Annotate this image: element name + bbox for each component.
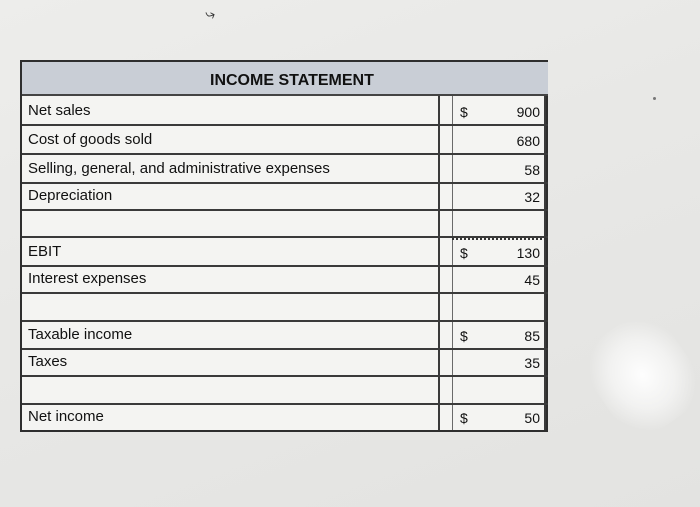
amount-net-income: 50 <box>524 410 540 426</box>
row-net-income <box>22 405 548 430</box>
amount-net-sales: 900 <box>516 104 540 120</box>
table-header <box>22 62 548 96</box>
statement-title: INCOME STATEMENT <box>210 72 374 89</box>
currency-symbol: $ <box>460 328 468 344</box>
row-taxes <box>22 350 548 377</box>
speck <box>653 97 656 100</box>
label-cost-of-goods-sold: Cost of goods sold <box>28 131 153 148</box>
row-sga-expenses <box>22 155 548 184</box>
label-ebit: EBIT <box>28 243 62 260</box>
row-taxable-income <box>22 322 548 350</box>
row-net-sales <box>22 96 548 126</box>
label-net-income: Net income <box>28 408 104 425</box>
label-depreciation: Depreciation <box>28 187 113 204</box>
label-taxes: Taxes <box>28 353 68 370</box>
amount-cost-of-goods-sold: 680 <box>516 133 540 149</box>
amount-taxable-income: 85 <box>524 328 540 344</box>
row-ebit <box>22 238 548 267</box>
label-sga-expenses: Selling, general, and administrative expenses <box>28 160 330 177</box>
amount-taxes: 35 <box>524 355 540 371</box>
row-blank-2 <box>22 294 548 322</box>
currency-symbol: $ <box>460 410 468 426</box>
light-glare <box>572 303 700 448</box>
amount-depreciation: 32 <box>524 189 540 205</box>
amount-ebit: 130 <box>516 245 540 261</box>
pen-mark-icon: ⤷ <box>203 5 218 25</box>
row-interest-expenses <box>22 267 548 294</box>
label-net-sales: Net sales <box>28 102 91 119</box>
row-depreciation <box>22 184 548 211</box>
row-cost-of-goods-sold <box>22 126 548 155</box>
currency-symbol: $ <box>460 245 468 261</box>
amount-sga-expenses: 58 <box>524 162 540 178</box>
row-blank-1 <box>22 211 548 238</box>
income-statement-table <box>20 60 548 432</box>
currency-symbol: $ <box>460 104 468 120</box>
label-taxable-income: Taxable income <box>28 326 133 343</box>
label-interest-expenses: Interest expenses <box>28 270 147 287</box>
amount-interest-expenses: 45 <box>524 272 540 288</box>
row-blank-3 <box>22 377 548 405</box>
